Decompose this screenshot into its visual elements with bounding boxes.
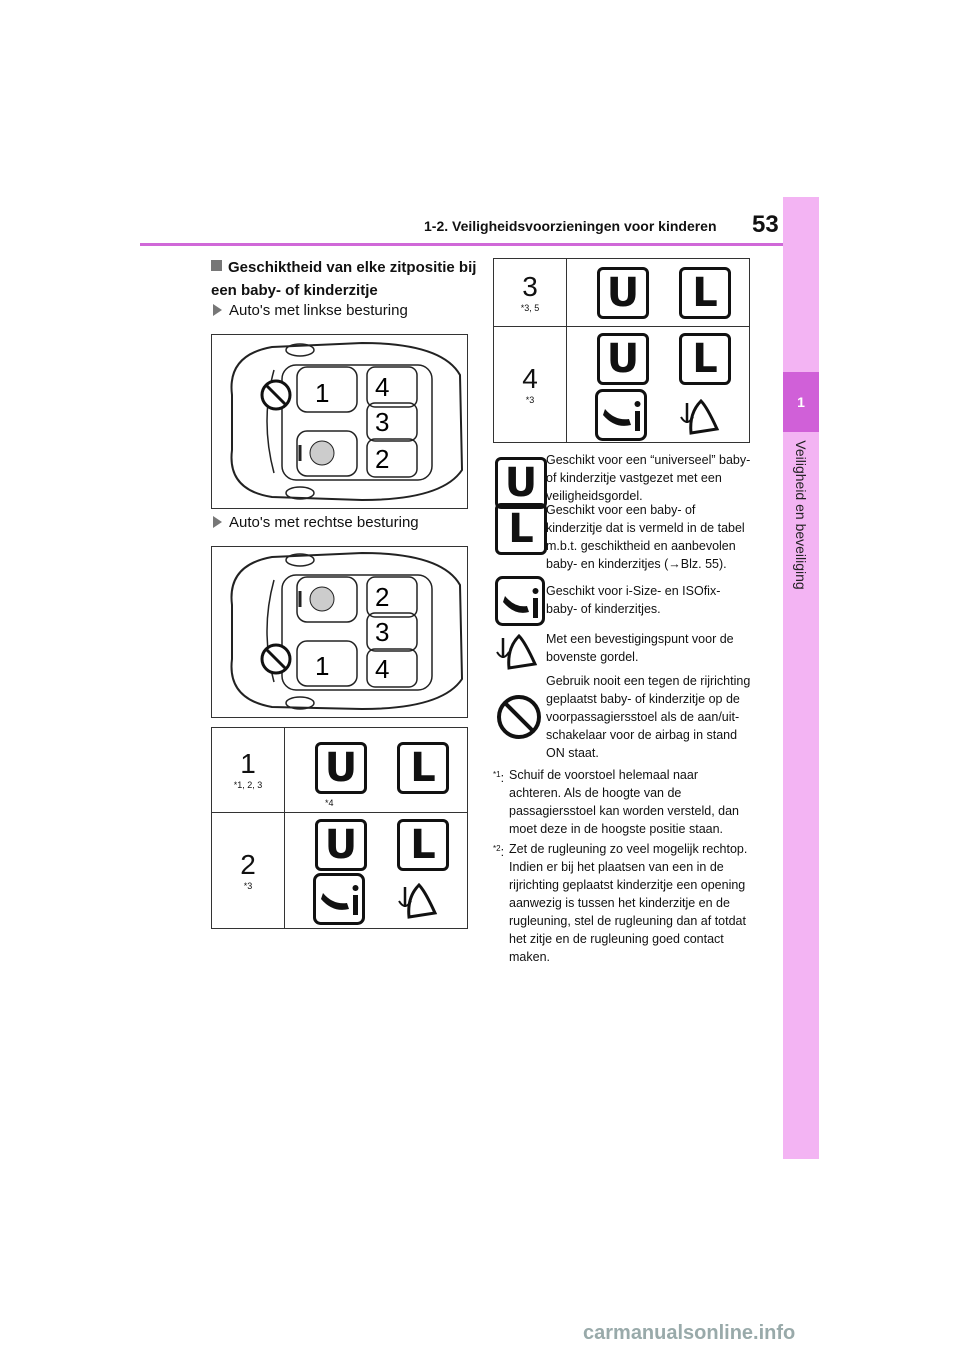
anchor-icon [495, 630, 545, 670]
suitability-cell [567, 327, 750, 443]
rhd-car-diagram [211, 546, 468, 718]
u-icon: U [597, 333, 649, 385]
seat-number: 4 [522, 362, 538, 394]
table-row [212, 813, 468, 929]
legend-l-text: Geschikt voor een baby- of kinderzitje dat is vermeld in de tabel m.b.t. geschiktheid en aanbevolen baby- en kinderzitjes (→Blz. 55). [546, 503, 745, 571]
isofix-icon [595, 389, 647, 441]
footnote-mark: *1 [493, 770, 501, 779]
seat-number: 1 [315, 378, 330, 408]
seat-number: 1 [315, 651, 330, 681]
suitability-cell [285, 813, 468, 929]
seat-table-right [493, 258, 750, 443]
watermark: carmanualsonline.info [583, 1322, 796, 1344]
l-icon: L [397, 742, 449, 794]
seat-cell [212, 813, 285, 929]
heading-text: Geschiktheid van elke zitpositie bij een baby- of kinderzitje [211, 259, 477, 299]
footnote-text: Schuif de voorstoel helemaal naar achteren. Als de hoogte van de passagiersstoel kan worden versteld, dan moet deze in de hoogste positie staan. [509, 768, 739, 836]
seat-number: 3 [522, 270, 538, 302]
seat-number: 2 [240, 848, 256, 880]
suitability-cell [567, 259, 750, 327]
legend-u-text: Geschikt voor een “universeel” baby- of kinderzitje vastgezet met een veiligheidsgordel. [546, 453, 751, 503]
chapter-title: Veiligheid en beveiliging [793, 440, 809, 590]
seat-table-left [211, 727, 468, 929]
u-icon: U [495, 457, 547, 509]
seat-cell [494, 259, 567, 327]
isofix-icon [495, 576, 545, 626]
header-rule [140, 243, 783, 246]
l-icon: L [397, 819, 449, 871]
footnote: $^{*1}$: Schuif de voorstoel helemaal naar achteren. Als de hoogte van de passagiersstoel kan worden versteld, dan moet deze in de hoogste positie staan. [493, 768, 739, 836]
suitability-cell [285, 728, 468, 813]
seat-number: 4 [375, 654, 390, 684]
triangle-bullet-icon [213, 304, 222, 316]
seat-note: *3, 5 [520, 302, 540, 313]
rhd-car-svg [212, 547, 467, 717]
legend-anchor-text: Met een bevestigingspunt voor de bovenste gordel. [546, 632, 734, 664]
seat-note: *3 [243, 880, 253, 891]
u-icon: U [597, 267, 649, 319]
chapter-side-band [783, 197, 819, 1159]
seat-number: 2 [375, 582, 390, 612]
l-icon: L [679, 333, 731, 385]
prohibited-icon [495, 693, 543, 741]
seat-note: *3 [525, 394, 535, 405]
seat-number: 2 [375, 444, 390, 474]
u-icon: U [315, 819, 367, 871]
seat-cell [212, 728, 285, 813]
seat-number: 1 [240, 748, 256, 779]
l-icon: L [679, 267, 731, 319]
table-row [494, 327, 750, 443]
footnote-text: Zet de rugleuning zo veel mogelijk rechtop. Indien er bij het plaatsen van een in de rijrichting geplaatst kinderzitje een opening aanwezig is tussen het kinderzitje en de rugleuning, stel de rugleuning dan af totdat het zitje en de rugleuning goed contact maken. [509, 842, 748, 964]
lhd-label [213, 302, 408, 319]
table-row [494, 259, 750, 327]
legend-prohibited-text: Gebruik nooit een tegen de rijrichting geplaatst baby- of kinderzitje op de voorpassagiersstoel als de aan/uit-schakelaar voor de airbag in stand ON staat. [546, 674, 751, 760]
seat-note: *1, 2, 3 [233, 780, 263, 790]
rhd-label-text: Auto's met rechtse besturing [229, 514, 419, 531]
anchor-icon [677, 389, 729, 441]
footnote: $^{*2}$: Zet de rugleuning zo veel mogelijk rechtop. Indien er bij het plaatsen van een in de rijrichting geplaatst kinderzitje een opening aanwezig is tussen het kinderzitje en de rugleuning, stel de rugleuning dan af totdat het zitje en de rugleuning goed contact maken. [493, 842, 748, 964]
triangle-bullet-icon [213, 516, 222, 528]
isofix-icon [313, 873, 365, 925]
footnote-mark: *2 [493, 844, 501, 853]
section-title: 1-2. Veiligheidsvoorzieningen voor kinderen [424, 218, 717, 234]
table-row [212, 728, 468, 813]
square-bullet-icon [211, 260, 222, 271]
seat-number: 4 [375, 372, 390, 402]
lhd-car-diagram [211, 334, 468, 509]
l-icon: L [495, 503, 547, 555]
heading [211, 256, 481, 302]
legend-isofix-text: Geschikt voor i-Size- en ISOfix-baby- of kinderzitjes. [546, 584, 721, 616]
seat-number: 3 [375, 407, 390, 437]
chapter-number: 1 [783, 372, 819, 432]
seat-number: 3 [375, 617, 390, 647]
anchor-icon [395, 873, 447, 925]
rhd-label [213, 514, 419, 531]
seat-cell [494, 327, 567, 443]
lhd-car-svg [212, 335, 467, 508]
page-number: 53 [752, 211, 779, 238]
lhd-label-text: Auto's met linkse besturing [229, 302, 408, 319]
u-icon: U [315, 742, 367, 794]
seat-note: *4 [325, 798, 334, 808]
